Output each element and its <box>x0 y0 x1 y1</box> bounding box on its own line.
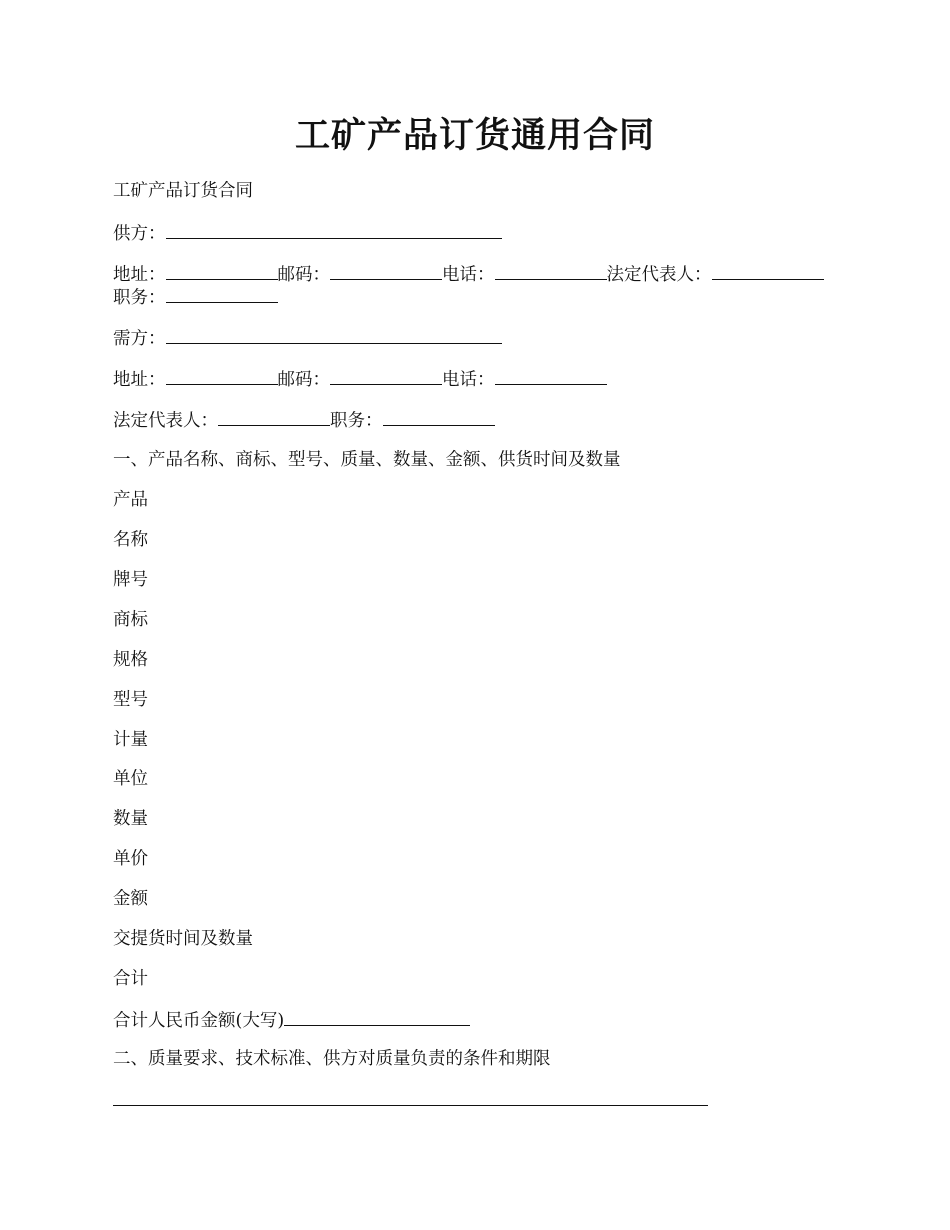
buyer-position-blank <box>383 408 495 426</box>
buyer-position-label: 职务： <box>330 411 383 431</box>
field-label: 金额 <box>113 889 148 909</box>
field-label: 规格 <box>113 650 148 670</box>
buyer-legal-rep-row <box>113 408 495 433</box>
buyer-phone-blank <box>495 367 607 385</box>
total-rmb-row <box>113 1008 470 1033</box>
field-label: 牌号 <box>113 570 148 590</box>
supplier-label: 供方： <box>113 224 166 244</box>
supplier-address-blank <box>166 262 278 280</box>
supplier-position-blank <box>166 285 278 303</box>
field-label: 商标 <box>113 610 148 630</box>
buyer-label: 需方： <box>113 329 166 349</box>
buyer-legal-rep-label: 法定代表人： <box>113 411 218 431</box>
supplier-contact-row <box>113 262 824 287</box>
buyer-postcode-label: 邮码： <box>277 370 330 390</box>
supplier-position-row <box>113 285 278 310</box>
supplier-position-label: 职务： <box>113 288 166 308</box>
field-label: 产品 <box>113 490 148 510</box>
section2-heading: 二、质量要求、技术标准、供方对质量负责的条件和期限 <box>113 1049 551 1069</box>
supplier-postcode-label: 邮码： <box>277 265 330 285</box>
field-label: 单位 <box>113 769 148 789</box>
field-label: 计量 <box>113 730 148 750</box>
field-label: 交提货时间及数量 <box>113 929 253 949</box>
supplier-legal-rep-blank <box>712 262 824 280</box>
section2-blank-row <box>113 1088 708 1113</box>
supplier-phone-label: 电话： <box>442 265 495 285</box>
supplier-name-blank <box>166 221 502 239</box>
total-rmb-blank <box>284 1008 470 1026</box>
supplier-row <box>113 221 502 246</box>
total-rmb-label: 合计人民币金额(大写) <box>113 1011 285 1031</box>
section2-blank <box>113 1088 708 1106</box>
field-label: 名称 <box>113 530 148 550</box>
supplier-legal-rep-label: 法定代表人： <box>606 265 712 285</box>
section1-heading: 一、产品名称、商标、型号、质量、数量、金额、供货时间及数量 <box>113 450 621 470</box>
contract-subtitle: 工矿产品订货合同 <box>113 181 253 201</box>
buyer-legal-rep-blank <box>218 408 330 426</box>
field-label: 合计 <box>113 969 148 989</box>
buyer-name-blank <box>166 326 502 344</box>
document-title: 工矿产品订货通用合同 <box>294 115 655 156</box>
buyer-postcode-blank <box>330 367 442 385</box>
field-label: 型号 <box>113 690 148 710</box>
supplier-address-label: 地址： <box>113 265 166 285</box>
buyer-phone-label: 电话： <box>442 370 495 390</box>
supplier-phone-blank <box>495 262 607 280</box>
buyer-address-blank <box>166 367 278 385</box>
field-label: 单价 <box>113 849 148 869</box>
buyer-address-label: 地址： <box>113 370 166 390</box>
supplier-postcode-blank <box>330 262 442 280</box>
field-label: 数量 <box>113 809 148 829</box>
buyer-row <box>113 326 502 351</box>
buyer-contact-row <box>113 367 607 392</box>
